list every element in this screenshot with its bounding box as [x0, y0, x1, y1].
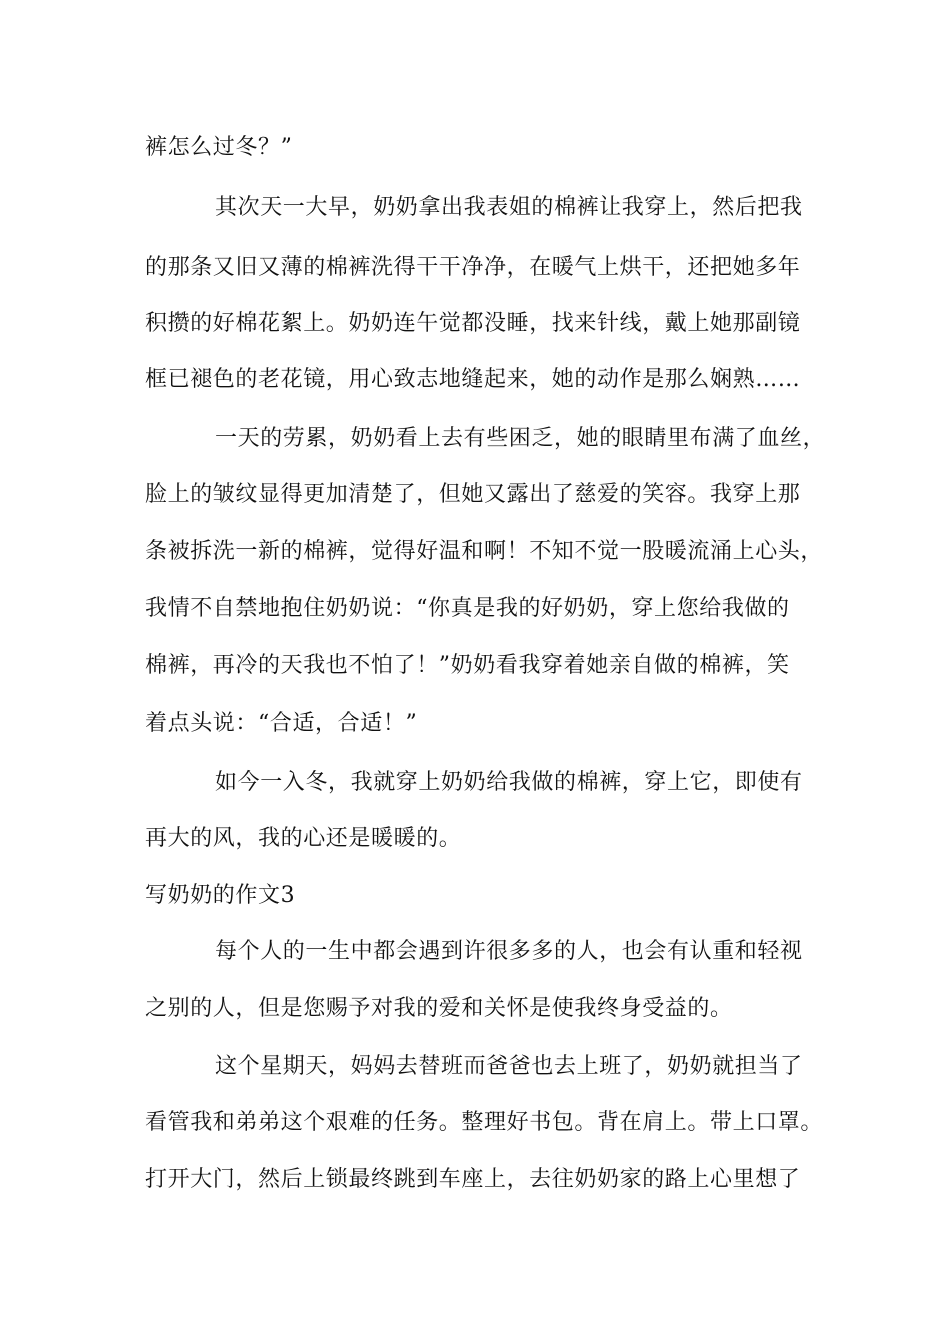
- paragraph-first-line: 每个人的一生中都会遇到许很多多的人，也会有认重和轻视: [215, 939, 803, 964]
- text-line: 裤怎么过冬？”: [145, 135, 293, 160]
- text-line: 积攒的好棉花絮上。奶奶连午觉都没睡，找来针线，戴上她那副镜: [145, 311, 801, 336]
- paragraph-first-line: 一天的劳累，奶奶看上去有些困乏，她的眼睛里布满了血丝，: [215, 426, 826, 451]
- text-line: 着点头说：“合适，合适！”: [145, 711, 418, 736]
- text-line: 棉裤，再冷的天我也不怕了！”奶奶看我穿着她亲自做的棉裤，笑: [145, 653, 790, 678]
- text-line: 之别的人，但是您赐予对我的爱和关怀是使我终身受益的。: [145, 996, 733, 1021]
- text-line: 的那条又旧又薄的棉裤洗得干干净净，在暖气上烘干，还把她多年: [145, 255, 801, 280]
- text-line: 脸上的皱纹显得更加清楚了，但她又露出了慈爱的笑容。我穿上那: [145, 482, 801, 507]
- text-line: 再大的风，我的心还是暖暖的。: [145, 826, 462, 851]
- text-line: 打开大门，然后上锁最终跳到车座上，去往奶奶家的路上心里想了: [145, 1167, 801, 1192]
- section-heading: 写奶奶的作文3: [145, 883, 296, 908]
- paragraph-first-line: 如今一入冬，我就穿上奶奶给我做的棉裤，穿上它，即使有: [215, 770, 803, 795]
- paragraph-first-line: 其次天一大早，奶奶拿出我表姐的棉裤让我穿上，然后把我: [215, 195, 803, 220]
- text-line: 我情不自禁地抱住奶奶说：“你真是我的好奶奶，穿上您给我做的: [145, 596, 790, 621]
- text-line: 条被拆洗一新的棉裤，觉得好温和啊！不知不觉一股暖流涌上心头，: [145, 539, 824, 564]
- paragraph-first-line: 这个星期天，妈妈去替班而爸爸也去上班了，奶奶就担当了: [215, 1054, 803, 1079]
- text-line: 框已褪色的老花镜，用心致志地缝起来，她的动作是那么娴熟……: [145, 367, 801, 392]
- text-line: 看管我和弟弟这个艰难的任务。整理好书包。背在肩上。带上口罩。: [145, 1110, 824, 1135]
